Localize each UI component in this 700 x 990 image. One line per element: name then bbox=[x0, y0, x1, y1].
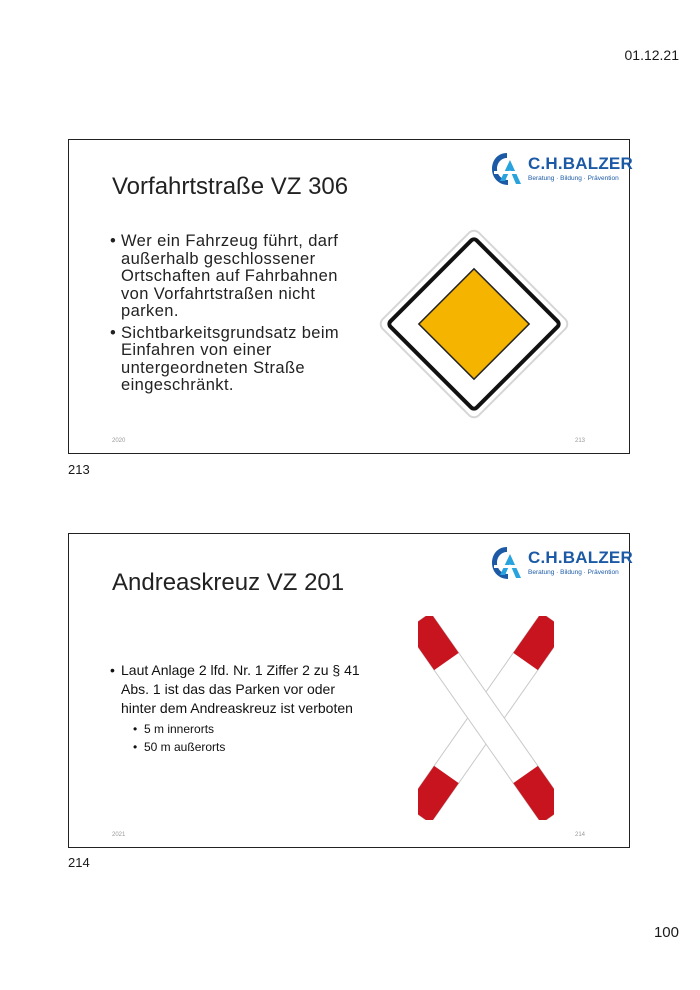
bullet-item: • Wer ein Fahrzeug führt, darf außerhalb geschlossener Ortschaften auf Fahrbahnen von Vorfahrtstraßen nicht parken. bbox=[110, 233, 350, 321]
slide-footer-year: 2020 bbox=[112, 438, 126, 444]
slide-214 bbox=[68, 533, 633, 848]
logo-tagline: Beratung · Bildung · Prävention bbox=[528, 569, 619, 576]
bullet-item bbox=[110, 661, 370, 756]
logo-mark-icon bbox=[490, 151, 524, 187]
sub-bullet-item: • 50 m außerorts bbox=[133, 738, 370, 756]
sub-bullet-item: • 5 m innerorts bbox=[133, 720, 370, 738]
logo-tagline: Beratung · Bildung · Prävention bbox=[528, 175, 619, 182]
bullet-item: • Sichtbarkeitsgrundsatz beim Einfahren von einer untergeordneten Straße eingeschränkt. bbox=[110, 325, 350, 395]
company-logo bbox=[490, 149, 633, 189]
logo-mark-icon bbox=[490, 545, 524, 581]
bullet-list bbox=[110, 233, 350, 399]
page-number: 100 bbox=[653, 924, 679, 941]
slide-footer-number: 214 bbox=[574, 832, 585, 838]
bullet-text: Laut Anlage 2 lfd. Nr. 1 Ziffer 2 zu § 41 Abs. 1 ist das das Parken vor oder hinter dem Andreaskreuz ist verboten bbox=[121, 662, 360, 716]
slide-footer-year: 2021 bbox=[112, 832, 126, 838]
priority-road-sign-icon bbox=[373, 223, 575, 425]
slide-title: Andreaskreuz VZ 201 bbox=[112, 569, 345, 596]
print-date: 01.12.21 bbox=[624, 47, 679, 63]
slide-title: Vorfahrtstraße VZ 306 bbox=[112, 173, 349, 200]
logo-name: C.H.BALZER bbox=[528, 154, 633, 173]
company-logo bbox=[490, 543, 633, 583]
sub-bullet-list bbox=[133, 720, 370, 756]
slide-footer-number: 213 bbox=[574, 438, 585, 444]
slide-label: 214 bbox=[68, 855, 90, 870]
slide-213 bbox=[68, 139, 633, 454]
slide-label: 213 bbox=[68, 462, 90, 477]
st-andrews-cross-icon bbox=[418, 616, 554, 820]
logo-name: C.H.BALZER bbox=[528, 548, 633, 567]
bullet-list bbox=[110, 661, 370, 756]
